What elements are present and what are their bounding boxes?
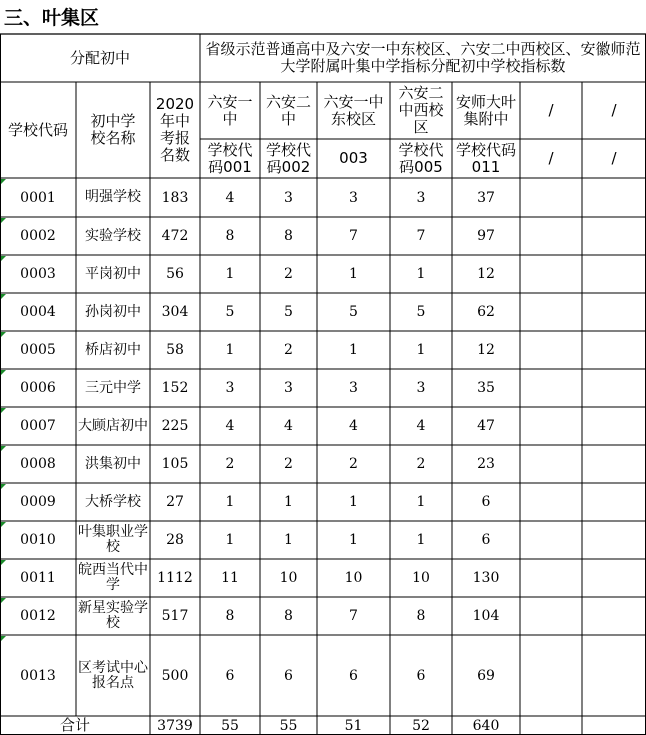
school-code-cell[interactable]: 0013 <box>20 667 56 684</box>
school-code-header: 学校代码 <box>7 120 68 139</box>
quota-cell[interactable]: 11 <box>221 570 239 586</box>
quota-cell[interactable]: 2 <box>416 456 426 472</box>
school-code-cell[interactable]: 0008 <box>20 456 56 472</box>
school-code-cell[interactable]: 0002 <box>20 228 56 244</box>
quota-cell[interactable]: 2 <box>284 266 293 282</box>
quota-cell[interactable]: 12 <box>477 342 495 358</box>
quota-cell[interactable]: 5 <box>225 304 235 320</box>
quota-cell[interactable]: 35 <box>477 380 495 396</box>
registration-count-header: 2020年中考报名数 <box>155 95 195 164</box>
registration-count-cell[interactable]: 105 <box>161 456 189 472</box>
cell-text-marker <box>1 484 6 489</box>
total-count: 3739 <box>157 717 193 734</box>
quota-cell[interactable]: 3 <box>416 189 426 206</box>
registration-count-cell[interactable]: 183 <box>161 189 189 206</box>
quota-cell[interactable]: 1 <box>225 532 235 548</box>
quota-cell[interactable]: 1 <box>349 266 358 282</box>
school-name-cell[interactable]: 明强学校 <box>85 189 141 205</box>
school-code-cell[interactable]: 0005 <box>20 342 56 358</box>
registration-count-cell[interactable]: 56 <box>166 266 184 282</box>
cell-text-marker <box>1 332 6 337</box>
quota-cell[interactable]: 5 <box>349 304 358 320</box>
quota-cell[interactable]: 37 <box>477 189 495 206</box>
registration-count-cell[interactable]: 472 <box>161 228 189 244</box>
school-code-cell[interactable]: 0007 <box>20 418 56 434</box>
quota-cell[interactable]: 4 <box>225 418 235 434</box>
quota-cell[interactable]: 1 <box>416 494 426 510</box>
target-school-name: / <box>548 101 554 119</box>
target-school-code: 学校代码011 <box>455 140 516 176</box>
quota-group-title: 省级示范普通高中及六安一中东校区、六安二中西校区、安徽师范大学附属叶集中学指标分配初中学校指标数 <box>205 40 641 75</box>
registration-count-cell[interactable]: 152 <box>161 380 189 396</box>
quota-cell[interactable]: 97 <box>477 228 495 244</box>
quota-cell[interactable]: 1 <box>416 532 426 548</box>
school-name-cell[interactable]: 叶集职业学校 <box>78 524 148 555</box>
cell-text-marker <box>1 446 6 451</box>
total-quota-cell: 640 <box>472 717 500 734</box>
quota-cell[interactable]: 3 <box>284 189 293 206</box>
registration-count-cell[interactable]: 500 <box>161 667 189 684</box>
cell-text-marker <box>1 408 6 413</box>
registration-count-cell[interactable]: 225 <box>161 418 189 434</box>
school-name-cell[interactable]: 平岗初中 <box>85 265 141 282</box>
quota-cell[interactable]: 1 <box>284 532 293 548</box>
quota-cell[interactable]: 3 <box>284 380 293 396</box>
quota-cell[interactable]: 4 <box>349 418 358 434</box>
registration-count-cell[interactable]: 28 <box>166 532 184 548</box>
section-title: 三、叶集区 <box>4 7 100 29</box>
total-quota-cell: 55 <box>279 717 298 734</box>
quota-cell[interactable]: 3 <box>416 380 426 396</box>
cell-text-marker <box>1 636 6 641</box>
total-quota-cell: 52 <box>412 717 430 734</box>
total-label: 合计 <box>59 716 90 734</box>
quota-cell[interactable]: 23 <box>477 456 495 472</box>
registration-count-cell[interactable]: 1112 <box>157 570 193 586</box>
quota-cell[interactable]: 4 <box>284 418 293 434</box>
quota-cell[interactable]: 104 <box>472 608 500 624</box>
quota-cell[interactable]: 7 <box>349 228 358 244</box>
quota-cell[interactable]: 1 <box>225 342 235 358</box>
quota-cell[interactable]: 8 <box>284 228 293 244</box>
school-code-cell[interactable]: 0011 <box>20 570 56 586</box>
cell-text-marker <box>1 560 6 565</box>
quota-cell[interactable]: 5 <box>416 304 426 320</box>
school-name-cell[interactable]: 新星实验学校 <box>78 600 148 631</box>
quota-cell[interactable]: 4 <box>225 189 235 206</box>
quota-cell[interactable]: 3 <box>349 380 358 396</box>
school-code-cell[interactable]: 0003 <box>20 266 56 282</box>
target-school-name: 六安一中 <box>207 92 253 128</box>
target-school-code: 学校代码002 <box>265 140 311 176</box>
target-school-name: 安师大叶集附中 <box>455 92 516 128</box>
target-school-name: 六安二中西校区 <box>398 84 444 136</box>
quota-cell[interactable]: 5 <box>284 304 293 320</box>
quota-cell[interactable]: 7 <box>416 228 426 244</box>
target-school-name: / <box>611 101 617 119</box>
target-school-code: 学校代码001 <box>207 140 253 176</box>
quota-cell[interactable]: 2 <box>284 456 293 472</box>
registration-count-cell[interactable]: 27 <box>166 494 184 510</box>
quota-cell[interactable]: 130 <box>472 570 500 586</box>
quota-cell[interactable]: 8 <box>416 608 426 624</box>
school-name-cell[interactable]: 皖西当代中学 <box>78 562 148 593</box>
quota-cell[interactable]: 1 <box>349 532 358 548</box>
school-name-cell[interactable]: 大顾店初中 <box>78 417 148 434</box>
target-school-name: 六安二中 <box>265 92 311 128</box>
quota-cell[interactable]: 2 <box>349 456 358 472</box>
quota-cell[interactable]: 1 <box>349 342 358 358</box>
quota-cell[interactable]: 6 <box>481 532 491 548</box>
quota-cell[interactable]: 2 <box>225 456 235 472</box>
school-name-cell[interactable]: 大桥学校 <box>85 493 141 510</box>
school-name-cell[interactable]: 桥店初中 <box>85 341 141 358</box>
target-school-code: 003 <box>339 149 368 167</box>
quota-cell[interactable]: 8 <box>225 228 235 244</box>
quota-cell[interactable]: 8 <box>225 608 235 624</box>
quota-cell[interactable]: 12 <box>477 266 495 282</box>
school-name-header: 初中学校名称 <box>90 112 136 147</box>
total-quota-cell: 55 <box>221 717 239 734</box>
quota-cell[interactable]: 1 <box>349 494 358 510</box>
quota-cell[interactable]: 7 <box>349 608 358 624</box>
cell-text-marker <box>1 179 6 184</box>
quota-cell[interactable]: 3 <box>349 189 358 206</box>
quota-cell[interactable]: 1 <box>416 342 426 358</box>
quota-cell[interactable]: 69 <box>477 667 495 684</box>
target-school-name: 六安一中东校区 <box>323 92 384 128</box>
allocation-label: 分配初中 <box>69 48 130 67</box>
school-name-cell[interactable]: 洪集初中 <box>85 455 141 472</box>
school-code-cell[interactable]: 0009 <box>20 494 56 510</box>
target-school-code: / <box>611 149 617 167</box>
cell-text-marker <box>1 294 6 299</box>
school-name-cell[interactable]: 孙岗初中 <box>85 303 141 320</box>
school-code-cell[interactable]: 0006 <box>20 380 56 396</box>
quota-cell[interactable]: 1 <box>225 266 235 282</box>
quota-cell[interactable]: 3 <box>225 380 235 396</box>
school-name-cell[interactable]: 区考试中心报名点 <box>78 659 148 691</box>
quota-cell[interactable]: 1 <box>225 494 235 510</box>
quota-cell[interactable]: 6 <box>481 494 491 510</box>
cell-text-marker <box>1 218 6 223</box>
quota-cell[interactable]: 6 <box>416 667 426 684</box>
total-quota-cell: 51 <box>344 717 363 734</box>
cell-text-marker <box>1 256 6 261</box>
quota-cell[interactable]: 10 <box>344 570 363 586</box>
cell-text-marker <box>1 598 6 603</box>
target-school-code: 学校代码005 <box>398 140 444 176</box>
school-name-cell[interactable]: 实验学校 <box>85 227 141 244</box>
quota-cell[interactable]: 1 <box>284 494 293 510</box>
quota-cell[interactable]: 47 <box>477 418 495 434</box>
school-code-cell[interactable]: 0010 <box>20 532 56 548</box>
school-name-cell[interactable]: 三元中学 <box>85 379 141 396</box>
school-code-cell[interactable]: 0001 <box>20 189 56 206</box>
registration-count-cell[interactable]: 517 <box>161 608 189 624</box>
target-school-code: / <box>548 149 554 167</box>
cell-text-marker <box>1 370 6 375</box>
quota-cell[interactable]: 8 <box>284 608 293 624</box>
quota-cell[interactable]: 6 <box>284 667 293 684</box>
quota-cell[interactable]: 10 <box>412 570 430 586</box>
registration-count-cell[interactable]: 304 <box>161 304 189 320</box>
quota-cell[interactable]: 62 <box>477 304 495 320</box>
cell-text-marker <box>1 522 6 527</box>
registration-count-cell[interactable]: 58 <box>166 342 184 358</box>
quota-cell[interactable]: 4 <box>416 418 426 434</box>
quota-cell[interactable]: 2 <box>284 342 293 358</box>
school-code-cell[interactable]: 0012 <box>20 608 56 624</box>
quota-cell[interactable]: 10 <box>279 570 298 586</box>
quota-cell[interactable]: 6 <box>349 667 358 684</box>
school-code-cell[interactable]: 0004 <box>20 304 56 320</box>
quota-cell[interactable]: 6 <box>225 667 235 684</box>
quota-cell[interactable]: 1 <box>416 266 426 282</box>
